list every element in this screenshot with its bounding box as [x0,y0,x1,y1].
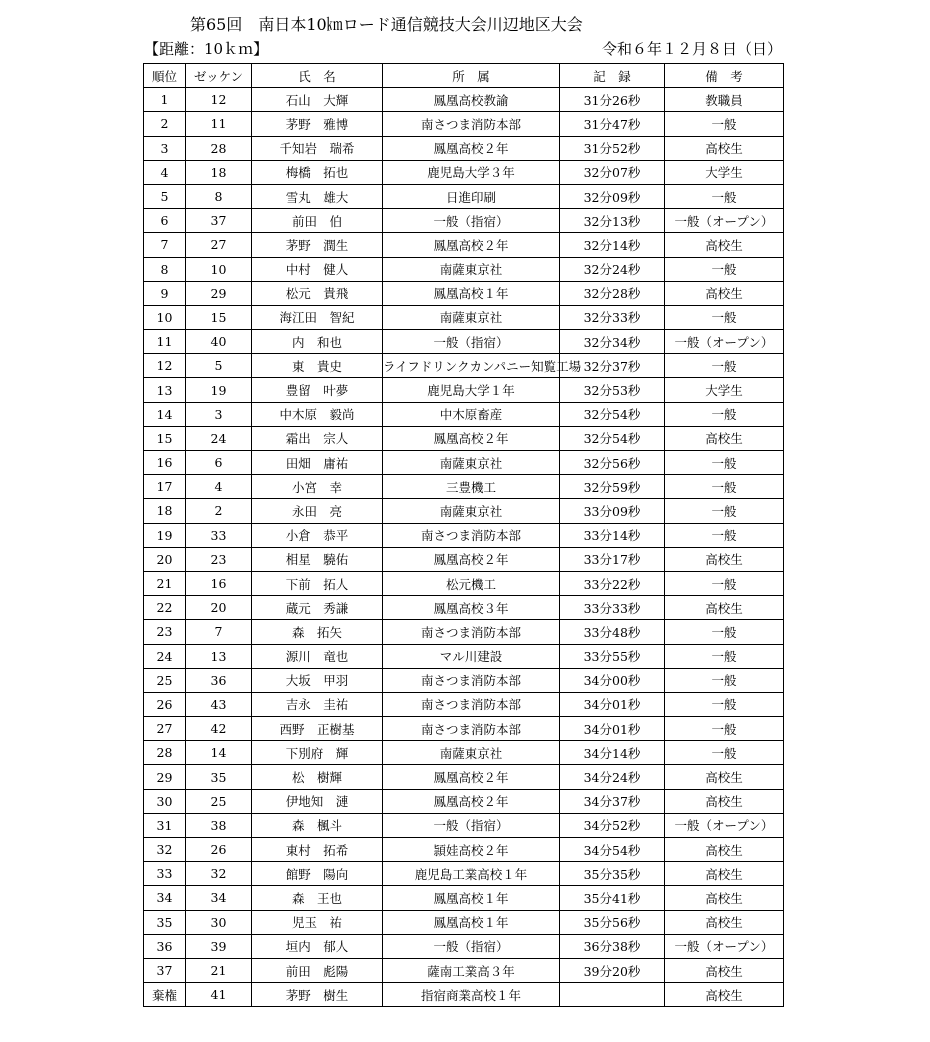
affiliation-cell: 鳳凰高校１年 [383,910,560,934]
table-row [144,813,784,837]
table-row [144,499,784,523]
rank-cell: 13 [144,378,186,402]
rank-cell: 24 [144,644,186,668]
record-cell: 33分09秒 [560,499,665,523]
record-cell: 34分54秒 [560,838,665,862]
notes-cell: 一般 [665,692,784,716]
header-row [144,64,784,88]
name-cell: 小倉 恭平 [252,523,383,547]
record-cell: 32分53秒 [560,378,665,402]
table-row [144,910,784,934]
notes-cell: 教職員 [665,88,784,112]
record-cell: 33分17秒 [560,547,665,571]
name-cell: 内 和也 [252,330,383,354]
affiliation-cell: 一般（指宿） [383,209,560,233]
rank-cell: 7 [144,233,186,257]
name-cell: 千知岩 瑞希 [252,136,383,160]
name-cell: 茅野 雅博 [252,112,383,136]
table-row [144,136,784,160]
record-cell: 32分14秒 [560,233,665,257]
affiliation-cell: 鹿児島工業高校１年 [383,862,560,886]
bib-cell: 20 [186,596,252,620]
record-cell: 31分26秒 [560,88,665,112]
record-cell: 31分52秒 [560,136,665,160]
affiliation-cell: 鳳凰高校２年 [383,136,560,160]
record-cell: 34分52秒 [560,813,665,837]
notes-cell: 一般 [665,112,784,136]
bib-cell: 39 [186,934,252,958]
name-cell: 松 樹輝 [252,765,383,789]
bib-cell: 18 [186,160,252,184]
table-row [144,668,784,692]
rank-cell: 33 [144,862,186,886]
rank-cell: 3 [144,136,186,160]
record-cell: 34分37秒 [560,789,665,813]
results-table [143,63,784,1007]
name-cell: 源川 竜也 [252,644,383,668]
name-cell: 中村 健人 [252,257,383,281]
table-row [144,644,784,668]
table-row [144,426,784,450]
record-cell: 32分33秒 [560,305,665,329]
notes-cell: 高校生 [665,426,784,450]
record-cell: 32分59秒 [560,475,665,499]
distance-label: 【距離：10ｋｍ】 [144,40,269,58]
table-row [144,257,784,281]
affiliation-cell: 鳳凰高校１年 [383,281,560,305]
affiliation-cell: 南薩東京社 [383,305,560,329]
affiliation-cell: 鳳凰高校教諭 [383,88,560,112]
bib-cell: 12 [186,88,252,112]
name-cell: 豊留 叶夢 [252,378,383,402]
table-row [144,765,784,789]
affiliation-cell: 中木原畜産 [383,402,560,426]
affiliation-cell: 薩南工業高３年 [383,958,560,982]
table-row [144,983,784,1007]
notes-cell: 一般（オープン） [665,209,784,233]
name-cell: 東村 拓希 [252,838,383,862]
record-cell: 35分35秒 [560,862,665,886]
table-row [144,523,784,547]
affiliation-cell: マル川建設 [383,644,560,668]
name-cell: 松元 貴飛 [252,281,383,305]
name-cell: 相星 驍佑 [252,547,383,571]
record-cell: 36分38秒 [560,934,665,958]
col-affiliation-header: 所 属 [383,64,560,88]
record-cell: 33分48秒 [560,620,665,644]
table-row [144,451,784,475]
notes-cell: 一般 [665,257,784,281]
table-row [144,620,784,644]
rank-cell: 27 [144,717,186,741]
bib-cell: 43 [186,692,252,716]
affiliation-cell: 頴娃高校２年 [383,838,560,862]
notes-cell: 高校生 [665,136,784,160]
bib-cell: 25 [186,789,252,813]
bib-cell: 21 [186,958,252,982]
affiliation-cell: 南さつま消防本部 [383,717,560,741]
name-cell: 海江田 智紀 [252,305,383,329]
notes-cell: 一般 [665,305,784,329]
bib-cell: 24 [186,426,252,450]
notes-cell: 高校生 [665,281,784,305]
notes-cell: 高校生 [665,862,784,886]
notes-cell: 一般（オープン） [665,934,784,958]
notes-cell: 高校生 [665,233,784,257]
bib-cell: 2 [186,499,252,523]
record-cell: 32分56秒 [560,451,665,475]
notes-cell: 一般 [665,184,784,208]
name-cell: 下別府 輝 [252,741,383,765]
table-row [144,838,784,862]
notes-cell: 一般 [665,402,784,426]
table-row [144,741,784,765]
rank-cell: 32 [144,838,186,862]
name-cell: 森 楓斗 [252,813,383,837]
rank-cell: 6 [144,209,186,233]
notes-cell: 高校生 [665,983,784,1007]
notes-cell: 一般 [665,741,784,765]
affiliation-cell: 鹿児島大学３年 [383,160,560,184]
table-row [144,596,784,620]
name-cell: 茅野 潤生 [252,233,383,257]
notes-cell: 一般 [665,571,784,595]
name-cell: 前田 彪陽 [252,958,383,982]
record-cell: 32分09秒 [560,184,665,208]
record-cell: 32分28秒 [560,281,665,305]
table-row [144,330,784,354]
bib-cell: 29 [186,281,252,305]
name-cell: 石山 大輝 [252,88,383,112]
affiliation-cell: 鹿児島大学１年 [383,378,560,402]
record-cell: 34分01秒 [560,692,665,716]
name-cell: 吉永 圭祐 [252,692,383,716]
rank-cell: 4 [144,160,186,184]
affiliation-cell: 南さつま消防本部 [383,668,560,692]
affiliation-cell: 一般（指宿） [383,934,560,958]
affiliation-cell: 鳳凰高校２年 [383,789,560,813]
record-cell: 32分54秒 [560,402,665,426]
notes-cell: 高校生 [665,789,784,813]
col-name-header: 氏 名 [252,64,383,88]
affiliation-cell: 鳳凰高校２年 [383,233,560,257]
bib-cell: 14 [186,741,252,765]
record-cell: 32分07秒 [560,160,665,184]
affiliation-cell: 鳳凰高校１年 [383,886,560,910]
bib-cell: 40 [186,330,252,354]
name-cell: 梅橋 拓也 [252,160,383,184]
notes-cell: 一般 [665,620,784,644]
bib-cell: 27 [186,233,252,257]
name-cell: 下前 拓人 [252,571,383,595]
name-cell: 大坂 甲羽 [252,668,383,692]
record-cell: 32分34秒 [560,330,665,354]
table-row [144,378,784,402]
notes-cell: 一般 [665,668,784,692]
record-cell: 32分54秒 [560,426,665,450]
rank-cell: 26 [144,692,186,716]
table-row [144,547,784,571]
affiliation-cell: 南さつま消防本部 [383,523,560,547]
table-row [144,233,784,257]
rank-cell: 11 [144,330,186,354]
name-cell: 霜出 宗人 [252,426,383,450]
bib-cell: 13 [186,644,252,668]
affiliation-cell: 南薩東京社 [383,741,560,765]
affiliation-cell: 南さつま消防本部 [383,112,560,136]
notes-cell: 高校生 [665,596,784,620]
affiliation-cell: 鳳凰高校２年 [383,765,560,789]
record-cell [560,983,665,1007]
rank-cell: 19 [144,523,186,547]
record-cell: 33分22秒 [560,571,665,595]
notes-cell: 一般 [665,523,784,547]
table-row [144,402,784,426]
rank-cell: 20 [144,547,186,571]
notes-cell: 高校生 [665,886,784,910]
affiliation-cell: 一般（指宿） [383,813,560,837]
bib-cell: 19 [186,378,252,402]
table-row [144,209,784,233]
notes-cell: 一般 [665,451,784,475]
record-cell: 39分20秒 [560,958,665,982]
table-row [144,862,784,886]
rank-cell: 35 [144,910,186,934]
affiliation-cell: 三豊機工 [383,475,560,499]
bib-cell: 16 [186,571,252,595]
table-row [144,112,784,136]
affiliation-cell: 南さつま消防本部 [383,692,560,716]
rank-cell: 22 [144,596,186,620]
affiliation-cell: 指宿商業高校１年 [383,983,560,1007]
rank-cell: 1 [144,88,186,112]
affiliation-cell: 松元機工 [383,571,560,595]
table-row [144,886,784,910]
bib-cell: 23 [186,547,252,571]
name-cell: 茅野 樹生 [252,983,383,1007]
bib-cell: 28 [186,136,252,160]
record-cell: 35分41秒 [560,886,665,910]
table-row [144,281,784,305]
rank-cell: 28 [144,741,186,765]
affiliation-cell: 鳳凰高校２年 [383,547,560,571]
table-row [144,934,784,958]
table-row [144,88,784,112]
name-cell: 中木原 毅尚 [252,402,383,426]
record-cell: 34分24秒 [560,765,665,789]
notes-cell: 高校生 [665,838,784,862]
table-row [144,571,784,595]
table-row [144,184,784,208]
rank-cell: 棄権 [144,983,186,1007]
col-record-header: 記 録 [560,64,665,88]
rank-cell: 14 [144,402,186,426]
affiliation-cell: 一般（指宿） [383,330,560,354]
col-bib-header: ゼッケン [186,64,252,88]
bib-cell: 30 [186,910,252,934]
affiliation-cell: 南薩東京社 [383,451,560,475]
bib-cell: 33 [186,523,252,547]
table-row [144,160,784,184]
bib-cell: 3 [186,402,252,426]
rank-cell: 37 [144,958,186,982]
name-cell: 館野 陽向 [252,862,383,886]
name-cell: 伊地知 漣 [252,789,383,813]
notes-cell: 高校生 [665,958,784,982]
bib-cell: 15 [186,305,252,329]
rank-cell: 23 [144,620,186,644]
record-cell: 31分47秒 [560,112,665,136]
notes-cell: 一般（オープン） [665,813,784,837]
notes-cell: 高校生 [665,910,784,934]
record-cell: 34分14秒 [560,741,665,765]
name-cell: 雪丸 雄大 [252,184,383,208]
notes-cell: 一般 [665,644,784,668]
notes-cell: 一般 [665,499,784,523]
record-cell: 33分55秒 [560,644,665,668]
rank-cell: 31 [144,813,186,837]
affiliation-cell: ライフドリンクカンパニー知覧工場 [383,354,560,378]
bib-cell: 26 [186,838,252,862]
rank-cell: 34 [144,886,186,910]
bib-cell: 5 [186,354,252,378]
table-row [144,305,784,329]
bib-cell: 37 [186,209,252,233]
notes-cell: 一般（オープン） [665,330,784,354]
notes-cell: 一般 [665,475,784,499]
name-cell: 蔵元 秀謙 [252,596,383,620]
record-cell: 33分33秒 [560,596,665,620]
notes-cell: 高校生 [665,765,784,789]
rank-cell: 16 [144,451,186,475]
rank-cell: 30 [144,789,186,813]
document-title: 第65回 南日本10㎞ロード通信競技大会川辺地区大会 [190,15,583,34]
name-cell: 東 貴史 [252,354,383,378]
name-cell: 児玉 祐 [252,910,383,934]
rank-cell: 15 [144,426,186,450]
col-rank-header: 順位 [144,64,186,88]
rank-cell: 10 [144,305,186,329]
affiliation-cell: 日進印刷 [383,184,560,208]
bib-cell: 4 [186,475,252,499]
rank-cell: 8 [144,257,186,281]
bib-cell: 42 [186,717,252,741]
table-row [144,475,784,499]
bib-cell: 7 [186,620,252,644]
notes-cell: 高校生 [665,547,784,571]
bib-cell: 6 [186,451,252,475]
bib-cell: 41 [186,983,252,1007]
name-cell: 小宮 幸 [252,475,383,499]
name-cell: 前田 伯 [252,209,383,233]
affiliation-cell: 南薩東京社 [383,257,560,281]
rank-cell: 9 [144,281,186,305]
rank-cell: 21 [144,571,186,595]
bib-cell: 35 [186,765,252,789]
rank-cell: 2 [144,112,186,136]
rank-cell: 25 [144,668,186,692]
name-cell: 西野 正樹基 [252,717,383,741]
name-cell: 永田 亮 [252,499,383,523]
rank-cell: 29 [144,765,186,789]
col-notes-header: 備 考 [665,64,784,88]
rank-cell: 36 [144,934,186,958]
results-body [144,88,784,1007]
table-row [144,692,784,716]
record-cell: 32分13秒 [560,209,665,233]
rank-cell: 12 [144,354,186,378]
rank-cell: 5 [144,184,186,208]
affiliation-cell: 鳳凰高校２年 [383,426,560,450]
table-row [144,717,784,741]
bib-cell: 36 [186,668,252,692]
affiliation-cell: 南薩東京社 [383,499,560,523]
table-row [144,354,784,378]
table-row [144,958,784,982]
bib-cell: 38 [186,813,252,837]
bib-cell: 32 [186,862,252,886]
bib-cell: 10 [186,257,252,281]
event-date: 令和６年１２月８日（日） [601,40,782,58]
notes-cell: 一般 [665,717,784,741]
bib-cell: 34 [186,886,252,910]
name-cell: 垣内 郁人 [252,934,383,958]
record-cell: 33分14秒 [560,523,665,547]
notes-cell: 一般 [665,354,784,378]
record-cell: 34分01秒 [560,717,665,741]
name-cell: 森 王也 [252,886,383,910]
notes-cell: 大学生 [665,160,784,184]
affiliation-cell: 南さつま消防本部 [383,620,560,644]
name-cell: 森 拓矢 [252,620,383,644]
notes-cell: 大学生 [665,378,784,402]
record-cell: 34分00秒 [560,668,665,692]
affiliation-cell: 鳳凰高校３年 [383,596,560,620]
rank-cell: 18 [144,499,186,523]
bib-cell: 11 [186,112,252,136]
record-cell: 32分24秒 [560,257,665,281]
table-row [144,789,784,813]
rank-cell: 17 [144,475,186,499]
name-cell: 田畑 庸祐 [252,451,383,475]
record-cell: 32分37秒 [560,354,665,378]
record-cell: 35分56秒 [560,910,665,934]
bib-cell: 8 [186,184,252,208]
